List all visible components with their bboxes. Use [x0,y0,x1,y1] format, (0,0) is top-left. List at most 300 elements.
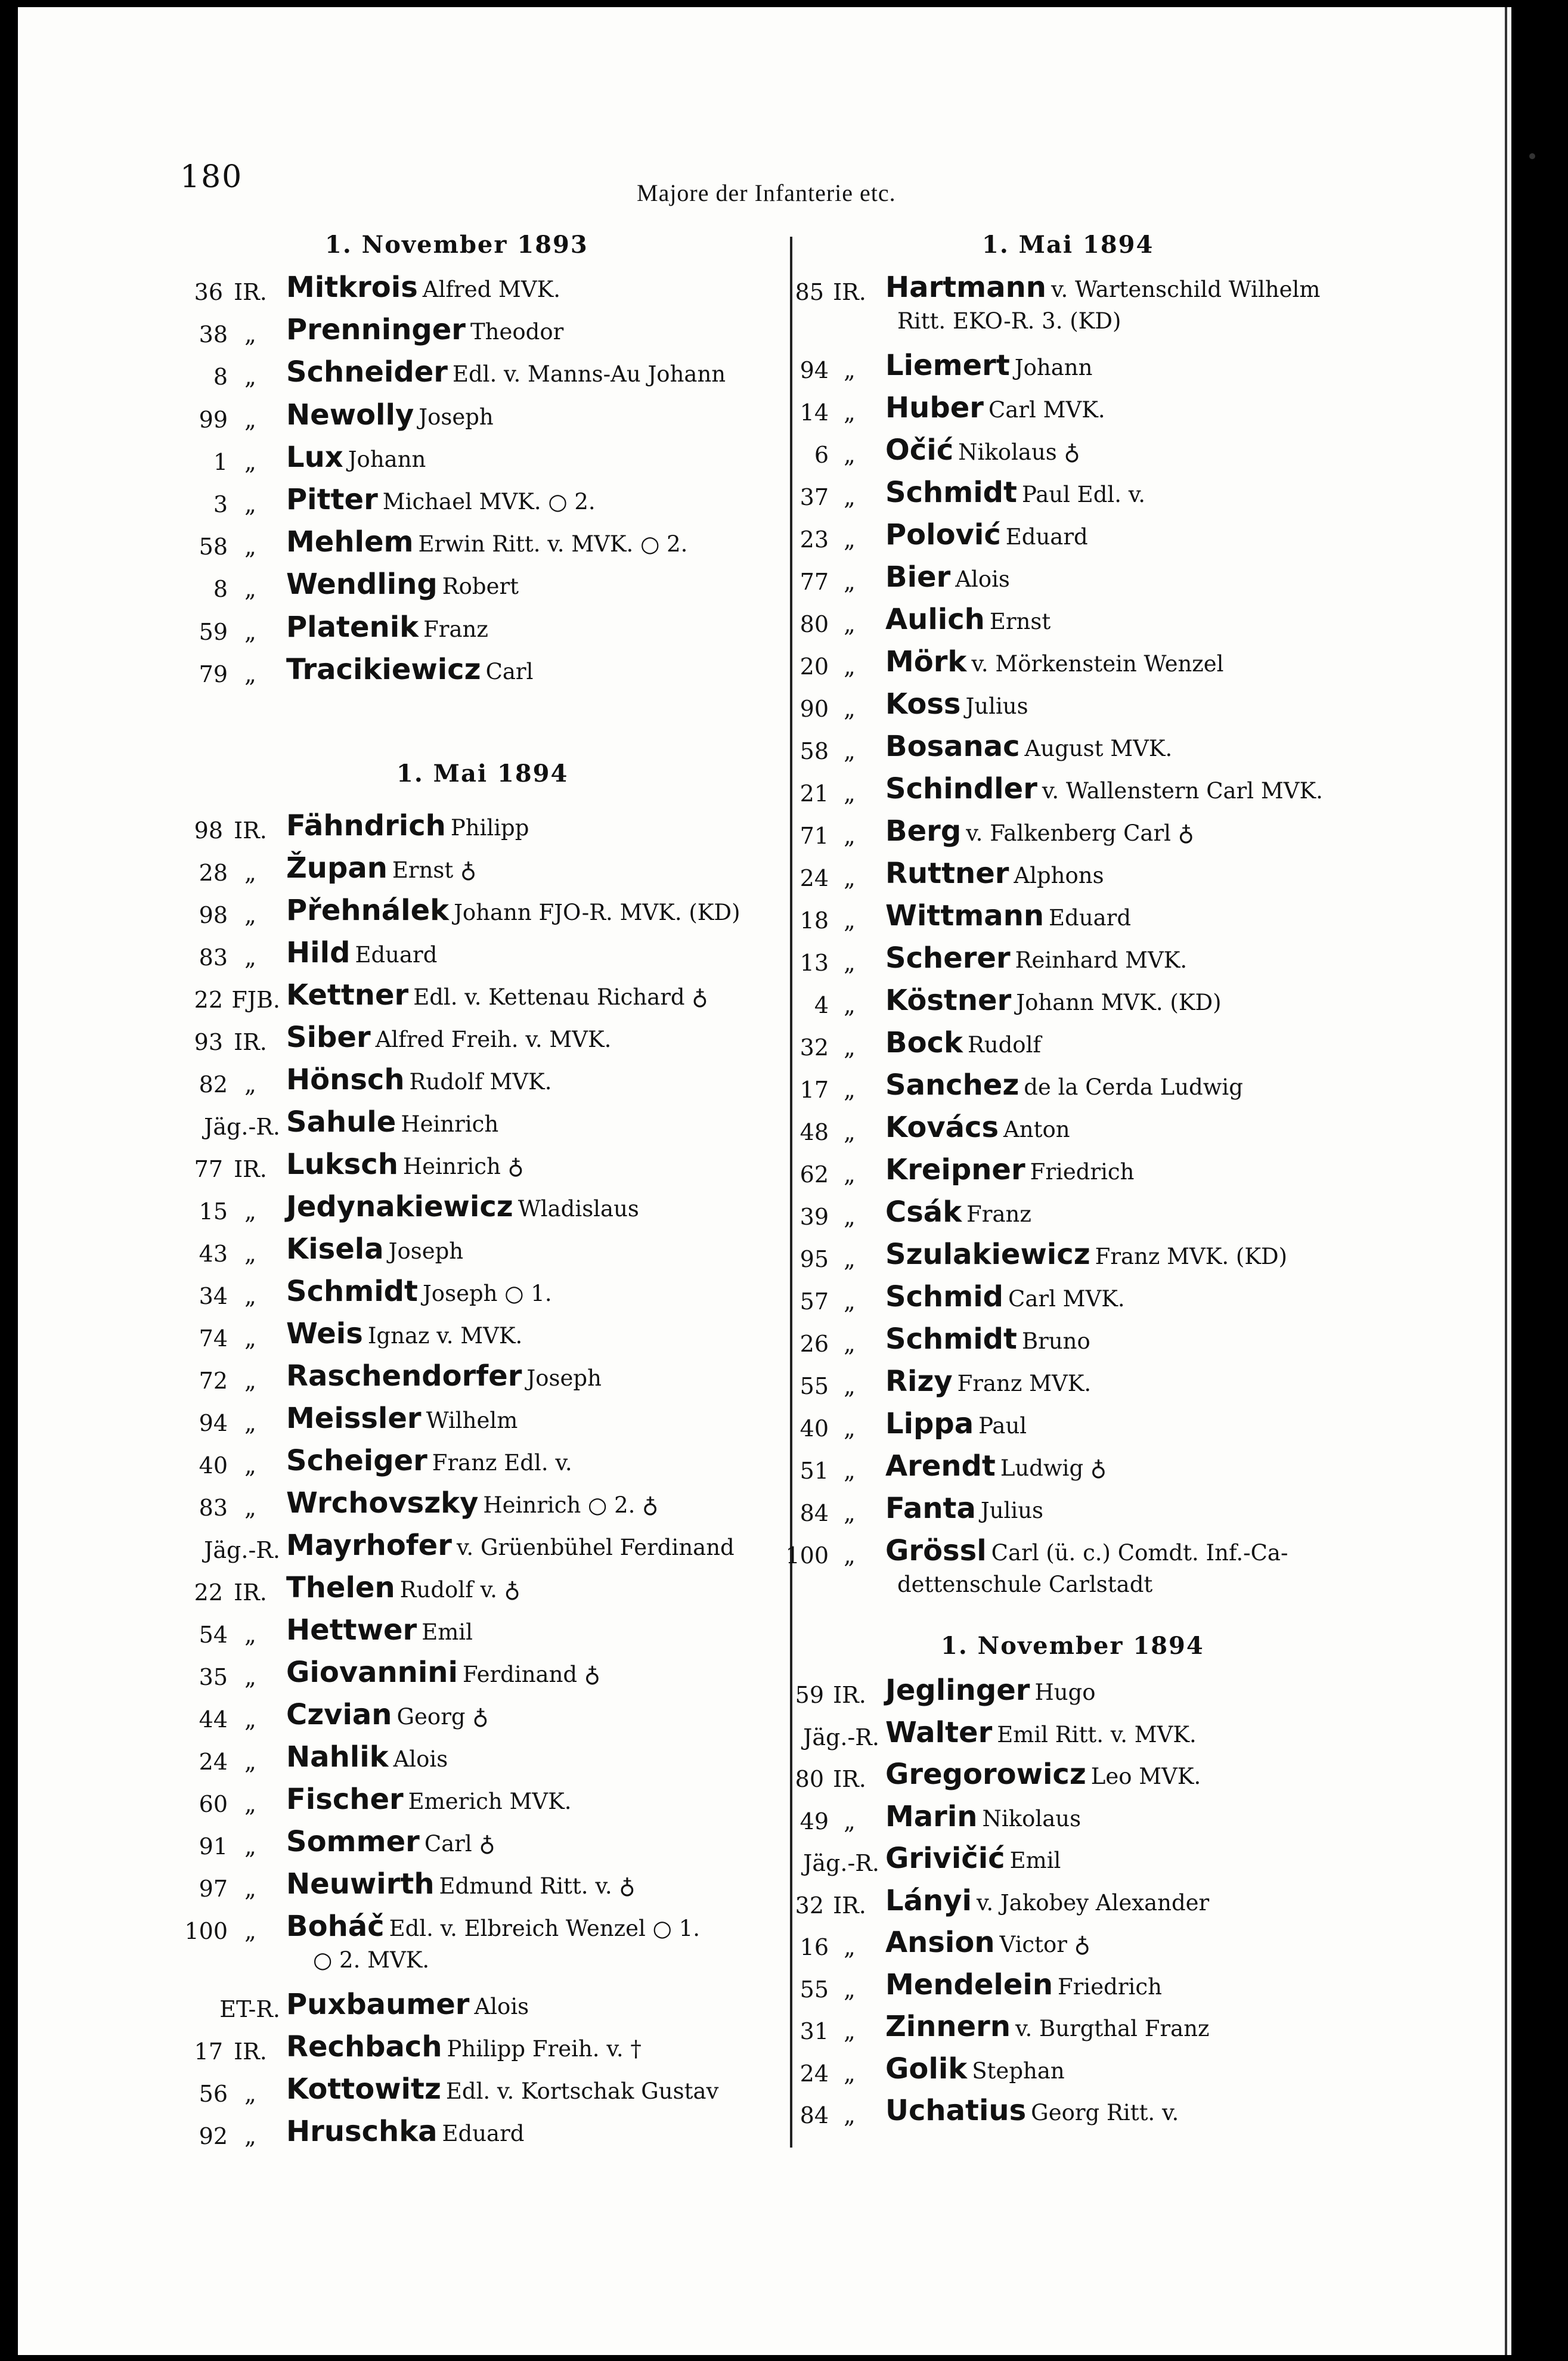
officer-surname: Mitkrois [286,271,418,304]
entry-text [885,1026,1041,1059]
officer-surname: Fanta [885,1492,976,1526]
entry-unit: „ [244,576,256,603]
entry-number: 72 [199,1368,228,1394]
entry-unit: „ [844,1458,856,1485]
entry-number: 56 [199,2081,228,2108]
entry-unit: IR. [234,2038,267,2065]
officer-surname: Thelen [286,1571,395,1604]
officer-surname: Přehnálek [286,894,450,927]
officer-details: Heinrich ♁ [402,1154,524,1179]
entry-unit: IR. [234,279,267,305]
officer-details: Alphons [1014,863,1104,889]
entry-number: 34 [199,1283,228,1309]
entry-number: 48 [800,1119,829,1146]
officer-surname: Walter [885,1715,993,1749]
entry-unit: „ [244,1833,256,1860]
list-entry [18,603,1508,639]
entry-number: 44 [199,1706,228,1733]
officer-surname: Lányi [885,1883,972,1917]
officer-surname: Bier [885,560,951,594]
entry-number: 79 [199,661,228,687]
officer-details: Emil [422,1619,473,1645]
officer-surname: Ruttner [885,857,1009,891]
list-entry [18,1026,1508,1062]
officer-details: Alfred Freih. v. MVK. [375,1027,612,1052]
entry-unit: „ [244,661,256,687]
officer-surname: Köstner [885,984,1012,1018]
officer-details: Theodor [470,319,564,345]
officer-surname: Nahlik [286,1740,389,1774]
list-entry [18,814,1508,850]
entry-number: 40 [800,1415,829,1442]
officer-details: v. Jakobey Alexander [976,1889,1210,1916]
officer-surname: Wendling [286,568,438,602]
officer-surname: Liemert [885,349,1010,383]
officer-surname: Golik [885,2052,968,2086]
officer-details: Ernst ♁ [392,857,477,883]
list-entry [18,1111,1508,1147]
list-entry [18,2010,1508,2046]
officer-surname: Jedynakiewicz [286,1190,513,1223]
entry-unit: „ [844,780,856,807]
officer-details: Joseph [419,404,494,430]
entry-unit: „ [844,992,856,1019]
entry-number: 24 [800,2060,829,2087]
entry-number: 4 [814,992,829,1019]
entry-text [885,645,1224,678]
officer-surname: Schmidt [286,1275,418,1308]
scan-speck [1529,153,1535,159]
list-entry [18,313,793,349]
entry-number: 36 [194,279,223,305]
entry-text [885,2094,1179,2127]
entry-unit: „ [244,534,256,560]
entry-unit: „ [844,399,856,426]
officer-details: Johann FJO-R. MVK. (KD) [454,900,740,925]
entry-unit: „ [844,738,856,765]
officer-surname: Kottowitz [286,2072,441,2106]
entry-unit: „ [244,1368,256,1394]
entry-number: 71 [800,823,829,850]
entry-unit: „ [844,1288,856,1315]
officer-details: Anton [1003,1117,1070,1143]
list-entry [18,1322,1508,1358]
list-entry [18,1195,1508,1231]
entry-text [286,313,563,346]
officer-surname: Jeglinger [885,1674,1030,1707]
entry-unit: „ [844,611,856,638]
officer-surname: Wrchovszky [286,1486,479,1520]
entry-text [885,857,1104,890]
entry-unit: „ [844,1934,856,1960]
officer-details: Paul [978,1413,1027,1439]
officer-details: Eduard [1005,524,1088,550]
entry-unit: „ [844,526,856,553]
officer-details: v. Mörkenstein Wenzel [971,651,1224,677]
officer-details: v. Wallenstern Carl MVK. [1042,778,1323,804]
officer-details: Heinrich [401,1111,499,1137]
entry-number: 38 [199,321,228,348]
officer-surname: Mehlem [286,525,414,559]
entry-number: 14 [800,399,829,426]
entry-text [885,687,1028,721]
officer-details: Ludwig ♁ [1000,1455,1107,1482]
officer-surname: Schmidt [885,1322,1017,1356]
entry-number: 54 [199,1622,228,1648]
entry-number: 32 [795,1892,824,1919]
entry-unit: „ [244,618,256,645]
entry-unit: Jäg.-R. [803,1724,879,1750]
entry-number: 39 [800,1204,829,1231]
officer-surname: Szulakiewicz [885,1238,1090,1272]
entry-text [885,1195,1031,1229]
officer-surname: Polović [885,518,1001,552]
list-entry [18,1758,1508,1793]
officer-details: Carl MVK. [988,397,1105,423]
officer-surname: Marin [885,1799,978,1833]
officer-details: Joseph ○ 1. [422,1281,552,1306]
page-number: 180 [180,159,243,195]
entry-number: 35 [199,1664,228,1690]
officer-details: Rudolf [967,1032,1042,1058]
officer-details: Emil [1009,1848,1061,1873]
officer-surname: Gregorowicz [885,1758,1086,1791]
officer-details: Rudolf MVK. [409,1069,552,1095]
list-entry [18,1238,1508,1274]
entry-number: 83 [199,1495,228,1521]
officer-details: Hugo [1034,1680,1096,1705]
officer-details: v. Burgthal Franz [1015,2016,1210,2041]
officer-surname: Hettwer [286,1613,417,1647]
entry-number: 84 [800,1500,829,1527]
section-heading: 1. Mai 1894 [396,760,569,788]
officer-details: Georg Ritt. v. [1031,2100,1179,2125]
entry-unit: „ [844,1415,856,1442]
entry-unit: IR. [833,279,866,305]
list-entry [18,984,1508,1020]
entry-number: 15 [199,1198,228,1225]
officer-details: Stephan [972,2058,1065,2084]
entry-number: 3 [213,491,228,518]
officer-details: Eduard [442,2121,525,2147]
entry-number: 22 [194,987,223,1013]
entry-unit: „ [244,2123,256,2150]
entry-unit: „ [844,1542,856,1569]
entry-number: 20 [800,653,829,680]
entry-unit: „ [244,406,256,433]
officer-surname: Hild [286,936,351,969]
officer-surname: Giovannini [286,1656,458,1689]
officer-surname: Wittmann [885,899,1045,933]
officer-surname: Lippa [885,1407,974,1441]
list-entry [18,2052,1508,2088]
entry-unit: „ [244,1410,256,1436]
officer-surname: Kovács [885,1111,999,1145]
entry-unit: „ [844,484,856,511]
entry-text [885,1111,1070,1144]
entry-unit: Jäg.-R. [803,1850,879,1876]
entry-number: 59 [795,1682,824,1708]
officer-surname: Berg [885,814,962,848]
entry-unit: „ [844,1077,856,1104]
entry-unit: „ [844,1976,856,2003]
entry-text [885,1842,1061,1875]
officer-details: Georg ♁ [396,1704,489,1730]
entry-unit: Jäg.-R. [204,1114,280,1140]
entry-number: 90 [800,696,829,723]
entry-unit: „ [244,1622,256,1648]
officer-surname: Mörk [885,645,967,679]
list-entry [18,518,1508,554]
entry-number: 100 [184,1918,228,1944]
entry-text [885,391,1105,425]
entry-unit: „ [844,357,856,384]
entry-unit: „ [844,653,856,680]
officer-details: Julius [980,1498,1044,1524]
officer-details: Philipp [450,815,529,841]
entry-text [885,476,1145,509]
entry-number: 17 [194,2038,223,2065]
officer-surname: Grössl [885,1534,987,1568]
officer-details: Robert [442,574,519,600]
entry-unit: „ [244,860,256,886]
officer-surname: Bock [885,1026,963,1060]
entry-text [885,1926,1090,1959]
officer-details: Johann MVK. (KD) [1016,990,1222,1016]
officer-surname: Kisela [286,1232,384,1266]
entry-unit: „ [844,865,856,892]
entry-number: 13 [800,950,829,977]
officer-surname: Sanchez [885,1068,1019,1102]
entry-number: 55 [800,1373,829,1400]
entry-number: 100 [785,1542,829,1569]
list-entry [18,1153,1508,1189]
entry-text [885,814,1194,848]
entry-number: 98 [199,902,228,928]
entry-unit: „ [244,448,256,475]
officer-details: Joseph [526,1365,602,1391]
entry-number: 22 [194,1579,223,1606]
entry-text [885,984,1222,1017]
entry-text [885,1449,1107,1483]
officer-details: Johann [348,446,426,472]
officer-surname: Sommer [286,1825,420,1858]
entry-number: 26 [800,1331,829,1358]
entry-unit: IR. [234,1156,267,1182]
entry-unit: „ [844,1331,856,1358]
entry-text [885,1758,1201,1791]
list-entry [18,1571,793,1607]
officer-details: Emerich MVK. [408,1789,572,1814]
list-entry [18,1492,1508,1527]
entry-unit: „ [244,1241,256,1267]
officer-details: Edl. v. Manns-Au Johann [452,361,726,388]
entry-number: 83 [199,944,228,971]
list-entry [18,857,1508,893]
entry-unit: „ [844,950,856,977]
entry-unit: IR. [833,1892,866,1919]
list-entry [18,433,1508,469]
entry-text [885,1365,1091,1398]
list-entry [18,1534,1508,1570]
officer-details: Alois [393,1746,448,1772]
entry-text [885,730,1172,763]
officer-details: Carl [485,658,534,684]
officer-details: Emil Ritt. v. MVK. [997,1721,1197,1747]
officer-surname: Župan [286,851,388,885]
officer-details: Rudolf v. ♁ [399,1577,520,1603]
entry-number: 37 [800,484,829,511]
entry-unit: „ [244,364,256,391]
entry-unit: „ [844,907,856,934]
officer-details: v. Falkenberg Carl ♁ [966,820,1194,847]
entry-number: 84 [800,2102,829,2128]
officer-details: de la Cerda Ludwig [1024,1074,1243,1101]
officer-details: v. Grüenbühel Ferdinand [456,1535,735,1560]
entry-text [286,1613,473,1647]
officer-details: Franz Edl. v. [432,1450,572,1476]
entry-text [885,271,1320,304]
entry-unit: ET-R. [219,1996,280,2023]
section-heading: 1. November 1894 [941,1632,1204,1660]
officer-details: Edl. v. Kettenau Richard ♁ [413,984,708,1010]
officer-details: Alfred MVK. [422,277,561,302]
entry-text [885,1884,1209,1917]
list-entry [18,271,1508,306]
entry-unit: „ [244,1791,256,1817]
entry-unit: „ [844,1500,856,1527]
officer-details: Franz [423,616,488,642]
paper-sheet [18,7,1511,2355]
entry-unit: IR. [833,1766,866,1792]
entry-unit: „ [844,1119,856,1146]
officer-details: Edl. v. Elbreich Wenzel ○ 1. [389,1916,700,1941]
entry-number: 60 [199,1791,228,1817]
officer-details: August MVK. [1024,736,1173,762]
list-entry [18,560,1508,596]
entry-text [885,772,1323,805]
entry-unit: „ [244,1749,256,1775]
entry-number: 24 [800,865,829,892]
officer-details: Friedrich [1058,1973,1162,2000]
entry-unit: IR. [234,1029,267,1055]
entry-unit: FJB. [231,987,280,1013]
officer-details: Alois [955,566,1010,593]
officer-details: Friedrich [1030,1159,1135,1185]
officer-surname: Raschendorfer [286,1359,522,1393]
officer-details: Ferdinand ♁ [462,1662,600,1687]
list-entry [18,1613,793,1649]
entry-unit: „ [244,2081,256,2108]
entry-text [885,603,1051,636]
officer-details: Victor ♁ [999,1932,1090,1957]
officer-details: Philipp Freih. v. † [447,2036,642,2062]
officer-surname: Očić [885,433,954,467]
entry-unit: „ [244,944,256,971]
entry-unit: „ [844,2060,856,2087]
officer-surname: Platenik [286,610,419,644]
list-entry [18,1407,1508,1443]
officer-surname: Mayrhofer [286,1529,452,1562]
entry-number: 51 [800,1458,829,1485]
running-head: Majore der Infanterie etc. [637,179,896,206]
entry-continuation: Ritt. EKO-R. 3. (KD) [897,308,1121,334]
entry-number: 95 [800,1246,829,1273]
entry-number: 31 [800,2018,829,2044]
entry-number: 18 [800,907,829,934]
entry-number: 59 [199,618,228,645]
entry-text [885,518,1088,551]
officer-surname: Kettner [286,978,409,1012]
officer-surname: Newolly [286,398,414,432]
list-entry [18,1800,1508,1836]
officer-surname: Scheiger [286,1444,427,1477]
entry-text [885,1800,1081,1833]
officer-surname: Puxbaumer [286,1988,470,2022]
list-entry [18,1968,1508,2004]
officer-details: Eduard [355,942,438,968]
officer-surname: Zinnern [885,2010,1011,2043]
list-entry [18,687,1508,723]
entry-number: 82 [199,1071,228,1098]
officer-surname: Czvian [286,1698,392,1731]
officer-surname: Kreipner [885,1153,1025,1187]
entry-unit: „ [244,1325,256,1352]
officer-surname: Aulich [885,603,985,637]
entry-unit: „ [844,823,856,850]
officer-surname: Luksch [286,1148,398,1181]
entry-text [885,2052,1065,2086]
officer-surname: Ansion [885,1926,995,1959]
entry-number: 99 [199,406,228,433]
entry-number: 32 [800,1034,829,1061]
entry-text [885,2010,1210,2043]
entry-text [885,1280,1125,1313]
entry-text [885,1674,1096,1707]
list-entry [18,1716,1508,1752]
list-entry [18,1449,1508,1485]
entry-unit: „ [844,569,856,596]
officer-surname: Koss [885,687,961,721]
officer-surname: Neuwirth [286,1867,435,1901]
entry-text [286,1571,520,1604]
entry-number: 77 [800,569,829,596]
officer-surname: Arendt [885,1449,996,1483]
entry-unit: „ [844,1161,856,1188]
entry-unit: „ [244,1876,256,1902]
officer-details: Nikolaus [982,1805,1082,1832]
list-entry [18,349,1508,388]
officer-surname: Hartmann [885,271,1046,304]
officer-details: Franz MVK. [957,1371,1092,1397]
entry-unit: „ [844,2018,856,2044]
officer-details: Carl MVK. [1008,1286,1125,1312]
officer-details: Joseph [388,1238,464,1264]
entry-text [885,1492,1043,1525]
entry-continuation: dettenschule Carlstadt [897,1572,1153,1598]
entry-number: 97 [199,1876,228,1902]
officer-surname: Schneider [286,355,448,389]
officer-details: Leo MVK. [1090,1764,1201,1789]
entry-number: 94 [199,1410,228,1436]
officer-details: Erwin Ritt. v. MVK. ○ 2. [418,531,688,557]
officer-surname: Uchatius [885,2094,1027,2127]
entry-unit: „ [244,491,256,518]
entry-text [885,1322,1090,1356]
officer-surname: Weis [286,1317,363,1350]
list-entry [18,1842,1508,1877]
entry-unit: „ [244,321,256,348]
